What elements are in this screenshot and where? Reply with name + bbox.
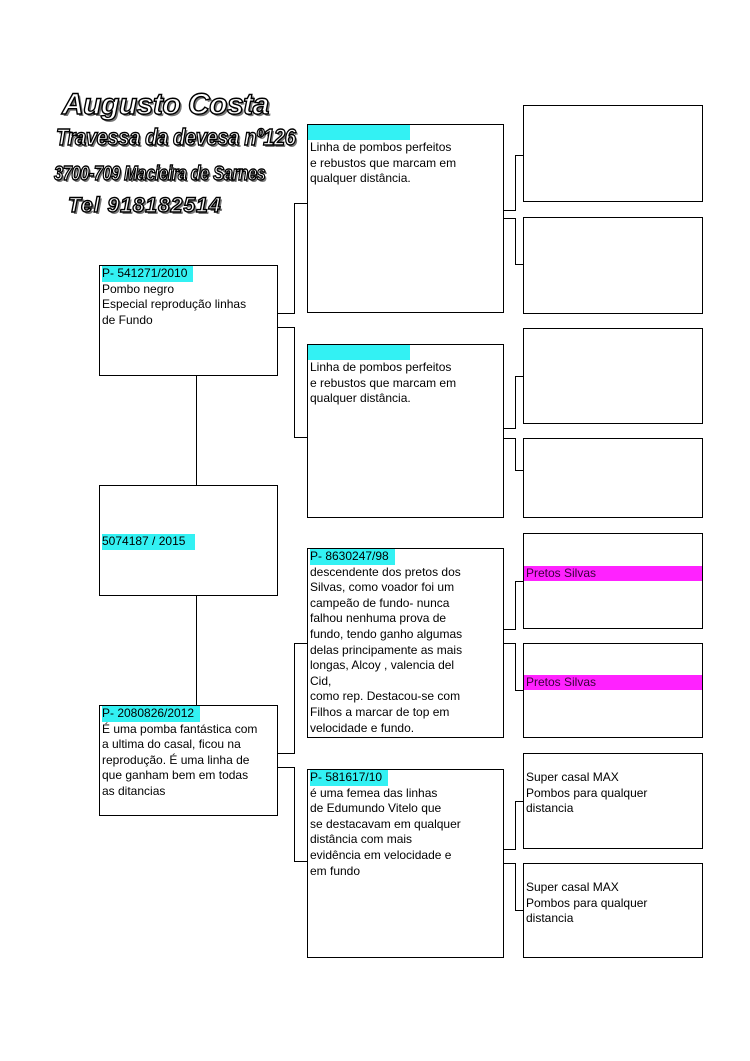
gen3-box-7-line-3: distancia [526,801,574,816]
dam-line-1: É uma pomba fantástica com [102,721,258,736]
sire-box [99,265,278,376]
dam-box [99,705,278,816]
dam-ring: P- 2080826/2012 [102,706,200,722]
gen3-box-4 [523,438,703,518]
sire-dam-line-3: qualquer distância. [310,391,411,406]
sire-sire-line-1: Linha de pombos perfeitos [310,140,452,154]
bracket-g2a-vert-top [515,155,516,211]
dam-sire-box [307,548,504,738]
bracket-sire-low-arm [278,327,295,328]
dam-dam-line-3: se destacavam em qualquer [310,816,461,831]
bracket-sire-bottom-arm [294,437,307,438]
bracket-g2c-arm-top [515,581,523,582]
connector-subject-dam [196,596,197,705]
breeder-street: Travessa da devesa nº126 [56,124,296,150]
gen3-box-8 [523,863,703,958]
sire-dam-line-2: e rebustos que marcam em [310,375,457,390]
gen3-box-1 [523,105,703,202]
bracket-g2c-arm-bot [515,690,523,691]
gen3-box-7-line-1: Super casal MAX [526,770,619,784]
dam-dam-line-1: é uma femea das linhas [310,785,438,800]
sire-dam-ring-highlight [308,345,410,360]
dam-sire-line-5: fundo, tendo ganho algumas [310,626,463,641]
dam-sire-ring: P- 8630247/98 [310,549,395,565]
gen3-box-7 [523,753,703,849]
dam-dam-line-5: evidência em velocidade e [310,847,452,862]
bracket-dam-bottom-arm [294,861,307,862]
gen3-box-8-line-2: Pombos para qualquer [526,895,648,910]
sire-sire-box [307,124,504,313]
gen3-box-8-line-1: Super casal MAX [526,880,619,894]
bracket-sire-stub [278,313,295,314]
gen3-box-5-highlight [524,566,703,581]
dam-sire-line-10: Filhos a marcar de top em [310,704,450,719]
bracket-dam-vert-bottom [294,767,295,862]
breeder-city: 3700-709 Macieira de Sarnes [54,163,266,185]
dam-dam-line-4: distância com mais [310,832,413,847]
dam-sire-line-9: como rep. Destacou-se com [310,689,461,704]
dam-dam-line-6: em fundo [310,863,361,878]
bracket-sire-vert-bottom [294,327,295,438]
bracket-sire-vert-top [294,203,295,314]
sire-ring: P- 541271/2010 [102,266,193,282]
gen3-box-5-label: Pretos Silvas [526,566,597,580]
dam-line-3: reprodução. É uma linha de [102,752,250,767]
connector-sire-subject [196,376,197,485]
gen3-box-2 [523,217,703,314]
sire-line-2: Especial reprodução linhas [102,297,247,312]
breeder-name: Augusto Costa [62,88,269,121]
gen3-box-8-line-3: distancia [526,911,574,926]
bracket-g2d-arm-top [515,801,523,802]
sire-line-1: Pombo negro [102,281,175,296]
sire-sire-ring-highlight [308,125,410,140]
bracket-sire-top-arm [294,203,307,204]
dam-line-2: a ultima do casal, ficou na [102,737,241,752]
footer-fragment [78,950,318,960]
sire-dam-line-1: Linha de pombos perfeitos [310,360,452,374]
dam-sire-line-2: Silvas, como voador foi um [310,580,455,595]
dam-sire-line-1: descendente dos pretos dos [310,564,461,579]
gen3-box-6-highlight [524,675,703,690]
dam-sire-line-7: longas, Alcoy , valencia del [310,658,455,673]
gen3-box-3 [523,328,703,424]
subject-ring: 5074187 / 2015 [102,534,195,550]
gen3-box-7-line-2: Pombos para qualquer [526,785,648,800]
bracket-g2b-arm-top [515,376,523,377]
bracket-g2a-vert-bot [515,218,516,265]
bracket-g2d-vert-bot [515,863,516,911]
dam-sire-line-6: delas principamente as mais [310,642,463,657]
dam-sire-line-8: Cid, [310,673,332,688]
gen3-box-6-label: Pretos Silvas [526,675,597,689]
gen3-box-6 [523,643,703,738]
bracket-dam-vert-top [294,643,295,754]
bracket-g2c-vert-top [515,581,516,630]
sire-dam-box [307,344,504,518]
bracket-g2d-arm-bot [515,910,523,911]
sire-sire-line-2: e rebustos que marcam em [310,155,457,170]
bracket-dam-stub [278,753,295,754]
dam-dam-box [307,769,504,958]
bracket-g2d-vert-top [515,801,516,850]
bracket-g2c-vert-bot [515,643,516,691]
bracket-g2a-arm-bot [515,264,523,265]
dam-sire-line-4: falhou nenhuma prova de [310,611,447,626]
dam-line-5: as ditancias [102,783,166,798]
sire-sire-line-3: qualquer distância. [310,171,411,186]
breeder-phone: Tel 918182514 [68,194,222,217]
gen3-box-5 [523,533,703,629]
bracket-g2b-vert-top [515,376,516,429]
bracket-g2b-arm-bot [515,470,523,471]
dam-line-4: que ganham bem em todas [102,768,249,783]
subject-box [99,485,278,596]
bracket-dam-low-arm [278,767,295,768]
dam-dam-line-2: de Edumundo Vitelo que [310,801,442,816]
bracket-g2b-vert-bot [515,438,516,471]
dam-dam-ring: P- 581617/10 [310,770,388,786]
sire-line-3: de Fundo [102,312,153,327]
bracket-dam-top-arm [294,643,307,644]
bracket-g2a-arm-top [515,155,523,156]
dam-sire-line-11: velocidade e fundo. [310,720,415,735]
dam-sire-line-3: campeão de fundo- nunca [310,595,450,610]
